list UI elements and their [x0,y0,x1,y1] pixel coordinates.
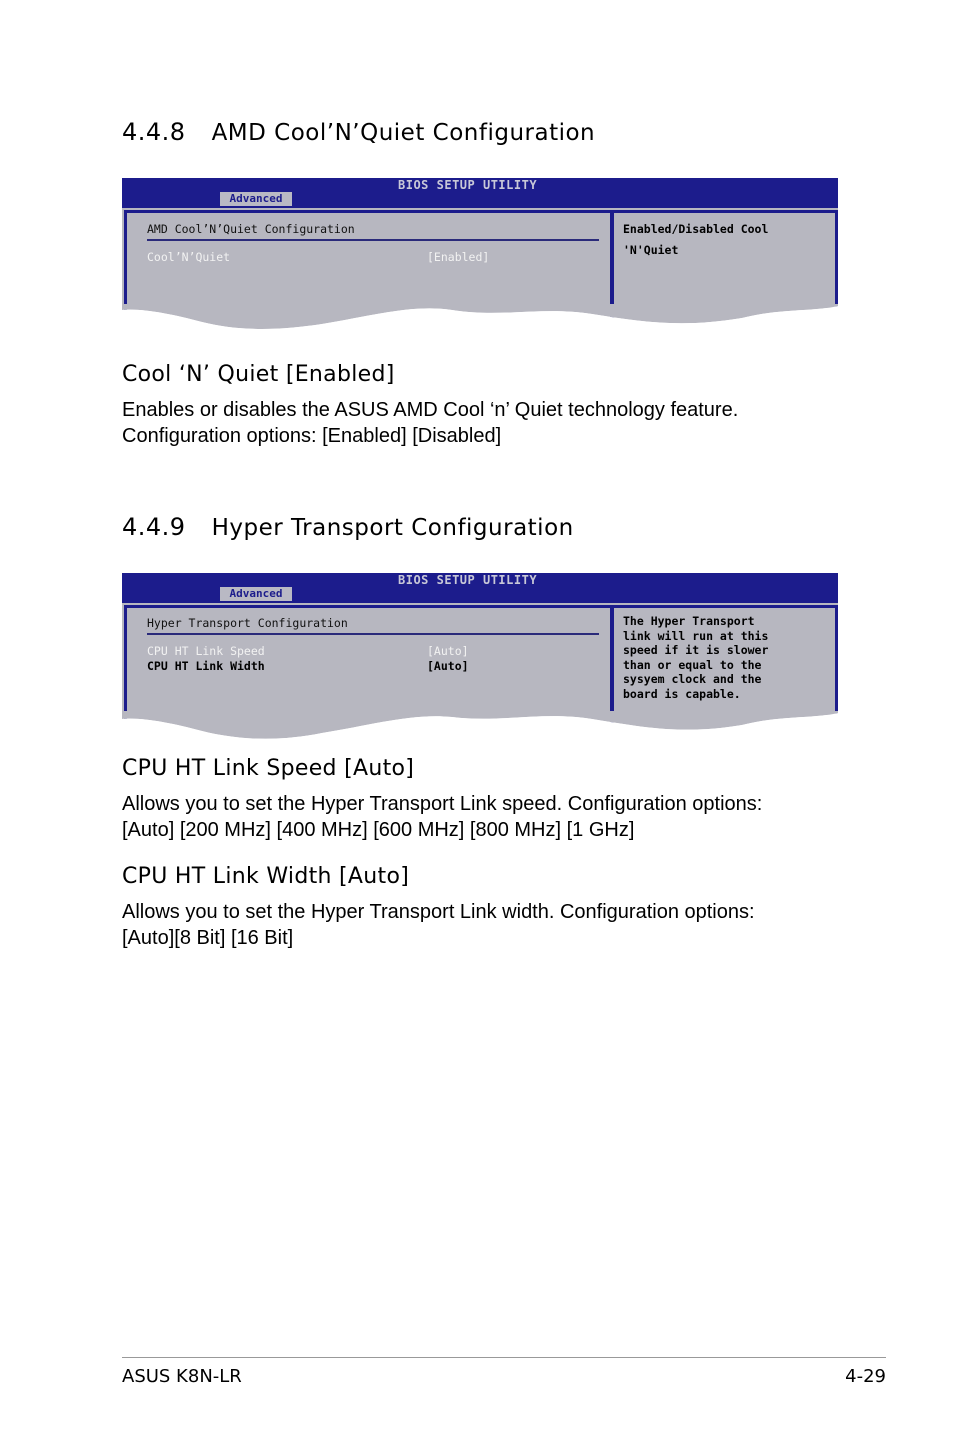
bios-value-cpu-ht-link-width[interactable]: [Auto] [427,659,469,673]
bios-title-bar [122,178,838,208]
bios-value-cool-n-quiet[interactable]: [Enabled] [427,250,490,264]
footer-product-name: ASUS K8N-LR [122,1366,242,1387]
section-heading-449 [122,513,574,541]
help-line: The Hyper Transport [623,614,755,628]
bios-item-cool-n-quiet[interactable]: Cool’N’Quiet [147,250,231,264]
bios-value-cpu-ht-link-speed[interactable]: [Auto] [427,644,469,658]
bios-tab-advanced[interactable]: Advanced [220,587,292,601]
bios-panel-header: AMD Cool’N’Quiet Configuration [147,222,355,236]
section-title: Hyper Transport Configuration [211,515,574,541]
text-line: Configuration options: [Enabled] [Disabled] [122,425,502,447]
footer-divider [122,1357,886,1358]
bios-utility-title: BIOS SETUP UTILITY [398,178,538,192]
bios-panel-header: Hyper Transport Configuration [147,616,348,630]
help-line: sysyem clock and the [623,672,762,686]
bios-help-text [623,219,768,261]
subsection-title-cool-n-quiet: Cool ‘N’ Quiet [Enabled] [122,362,395,387]
bios-item-cpu-ht-link-width[interactable]: CPU HT Link Width [147,659,265,673]
section-heading-448 [122,118,595,146]
section-number: 4.4.8 [122,118,186,146]
bios-screenshot-cool-n-quiet [122,178,838,336]
bios-title-bar [122,573,838,603]
bios-torn-edge [122,304,838,336]
bios-help-text [623,614,768,701]
cpu-ht-link-speed-description [122,791,762,843]
bios-header-divider [147,239,599,241]
text-line: [Auto][8 Bit] [16 Bit] [122,927,294,949]
bios-tab-advanced[interactable]: Advanced [220,192,292,206]
help-line: link will run at this [623,628,769,643]
cpu-ht-link-width-description [122,899,755,951]
help-line: 'N'Quiet [623,243,679,257]
help-line: Enabled/Disabled Cool [623,222,769,236]
section-title: AMD Cool’N’Quiet Configuration [211,120,596,146]
text-line: Enables or disables the ASUS AMD Cool ‘n’ Quiet technology feature. [122,399,739,421]
help-line: than or equal to the [623,657,762,672]
bios-utility-title: BIOS SETUP UTILITY [398,573,538,587]
bios-body [122,208,838,308]
section-number: 4.4.9 [122,513,186,541]
text-line: Allows you to set the Hyper Transport Link width. Configuration options: [122,901,755,923]
text-line: Allows you to set the Hyper Transport Link speed. Configuration options: [122,793,763,815]
bios-body [122,603,838,715]
bios-torn-edge [122,711,838,745]
footer-page-number: 4-29 [845,1366,886,1387]
help-line: board is capable. [623,686,741,701]
help-line: speed if it is slower [623,643,769,657]
subsection-title-cpu-ht-link-width: CPU HT Link Width [Auto] [122,864,410,889]
bios-screenshot-hyper-transport [122,573,838,745]
bios-header-divider [147,633,599,635]
cool-n-quiet-description [122,397,738,449]
text-line: [Auto] [200 MHz] [400 MHz] [600 MHz] [800 MHz] [1 GHz] [122,819,635,841]
bios-item-cpu-ht-link-speed[interactable]: CPU HT Link Speed [147,644,265,658]
subsection-title-cpu-ht-link-speed: CPU HT Link Speed [Auto] [122,756,415,781]
